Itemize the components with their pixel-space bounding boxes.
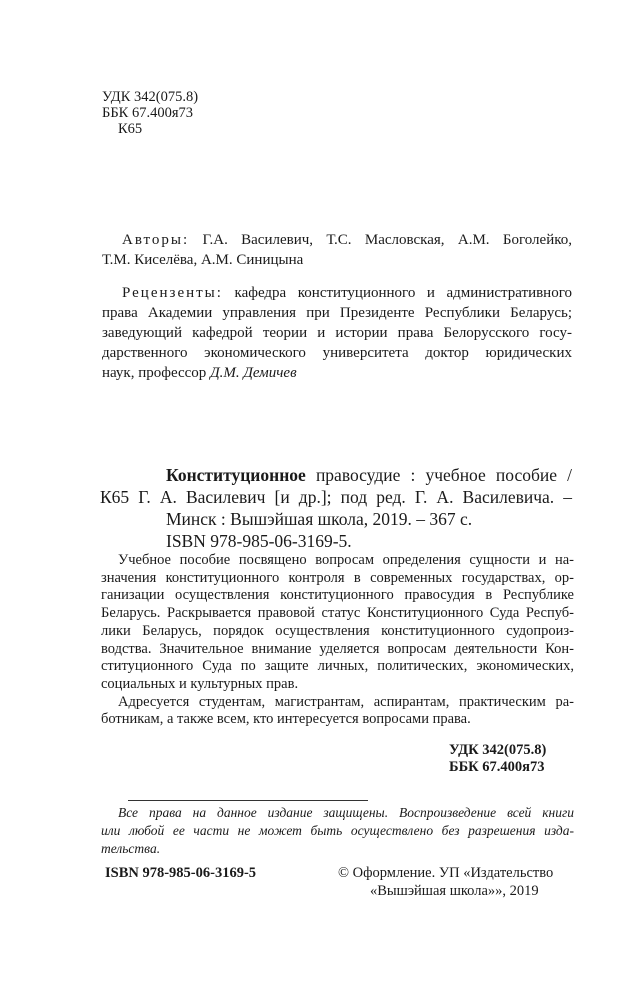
copyright-line-1: © Оформление. УП «Издательство <box>338 865 554 881</box>
classification-codes-bottom <box>449 742 573 776</box>
annotation-line: ботникам, а также всем, кто интересуется вопросами права. <box>101 711 471 728</box>
reviewers-line-5 <box>102 363 572 383</box>
authors-label: Авторы: <box>122 232 190 248</box>
rights-notice <box>101 804 574 858</box>
annotation-line: лики Беларусь, порядок осуществления конституционного судопроиз- <box>101 622 574 639</box>
annotation-line: социальных и культурных прав. <box>101 675 299 692</box>
authors-names-1: Г.А. Василевич, Т.С. Масловская, А.М. Боголейко, <box>202 232 573 248</box>
reviewers-line-3: заведующий кафедрой теории и истории права Белорусского госу- <box>102 325 572 341</box>
annotation-line: Беларусь. Раскрывается правовой статус Конституционного Суда Респуб- <box>101 605 574 622</box>
author-sign-code: К65 <box>118 121 143 137</box>
rights-line-3: тельства. <box>101 841 161 856</box>
reviewers-line-4: дарственного экономического университета доктор юридических <box>102 345 572 361</box>
reviewers-label: Рецензенты: <box>122 285 223 301</box>
annotation <box>101 552 574 729</box>
divider <box>128 800 368 801</box>
authors-line-2: Т.М. Киселёва, А.М. Синицына <box>102 252 304 268</box>
udk-code: УДК 342(075.8) <box>102 89 199 105</box>
copyright-notice <box>338 864 578 900</box>
biblio-code: К65 <box>100 487 130 507</box>
reviewers-prefix: наук, профессор <box>102 365 207 381</box>
copyright-line-2: «Вышэйшая школа»», 2019 <box>370 883 539 899</box>
biblio-line-1 <box>166 464 572 486</box>
rights-line-1: Все права на данное издание защищены. Воспроизведение всей книги <box>118 805 574 820</box>
isbn-footer: ISBN 978-985-06-3169-5 <box>105 865 257 881</box>
authors-line-1 <box>122 230 572 250</box>
annotation-line: водства. Значительное внимание уделяется вопросам деятельности Кон- <box>101 640 574 657</box>
rights-line-2: или любой ее части не может быть осуществлено без разрешения изда- <box>101 823 574 838</box>
reviewers-line-1 <box>122 283 572 303</box>
reviewers-block <box>102 283 572 383</box>
biblio-title-rest: правосудие : учебное пособие / <box>315 465 572 485</box>
annotation-line: ституционного Суда по защите личных, политических, экономических, <box>101 658 574 675</box>
annotation-line: значения конституционного контроля в современных государствах, ор- <box>101 569 574 586</box>
reviewer-name: Д.М. Демичев <box>210 365 297 381</box>
annotation-line: Адресуется студентам, магистрантам, аспирантам, практическим ра- <box>118 693 574 710</box>
authors-block <box>102 230 573 270</box>
annotation-line: ганизации осуществления конституционного правосудия в Республике <box>101 587 574 604</box>
bbk-code: ББК 67.400я73 <box>102 105 193 121</box>
biblio-line-3: Минск : Вышэйшая школа, 2019. – 367 с. <box>166 509 473 529</box>
biblio-isbn: ISBN 978-985-06-3169-5. <box>166 531 352 551</box>
biblio-line-2 <box>100 486 572 508</box>
annotation-line: Учебное пособие посвящено вопросам определения сущности и на- <box>118 552 574 568</box>
reviewers-line-2: права Академии управления при Президенте Республики Беларусь; <box>102 305 572 321</box>
reviewers-text-1: кафедра конституционного и административного <box>234 285 572 301</box>
udk-code-bottom: УДК 342(075.8) <box>449 742 547 758</box>
bbk-code-bottom: ББК 67.400я73 <box>449 759 545 775</box>
biblio-authors: Г. А. Василевич [и др.]; под ред. Г. А. Василевича. – <box>138 487 572 507</box>
classification-codes-top <box>102 89 198 137</box>
biblio-title: Конституционное <box>166 465 306 485</box>
